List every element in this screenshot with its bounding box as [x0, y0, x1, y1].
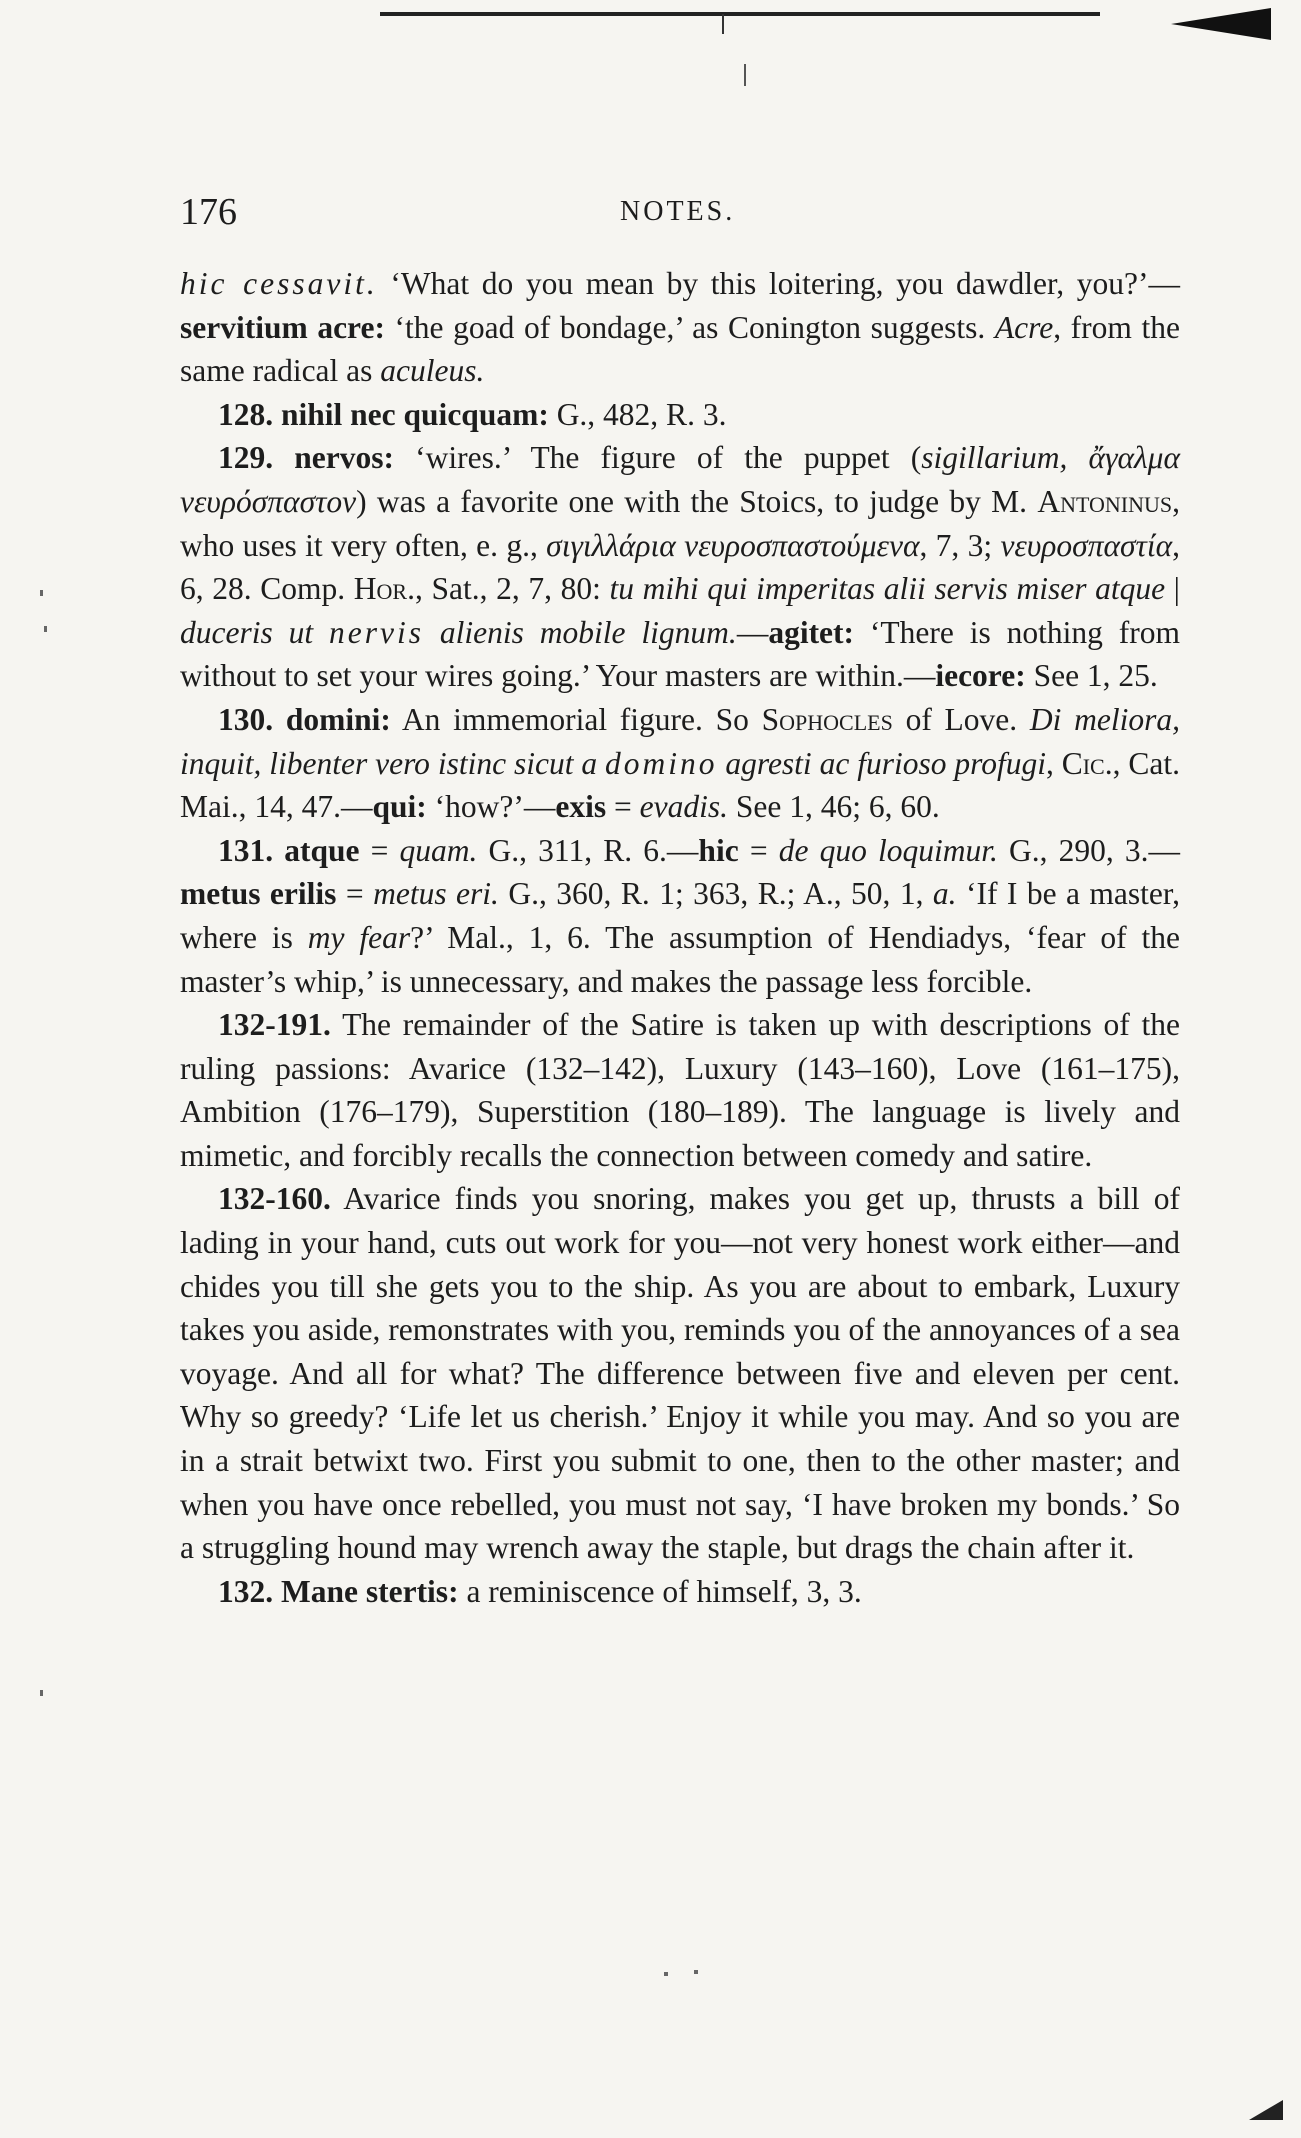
page-edge-corner-mark: [1249, 2100, 1283, 2120]
note-paragraph: [180, 393, 1180, 437]
text-run: 128. nihil nec quicquam:: [218, 396, 549, 432]
text-run: domino: [604, 745, 718, 781]
text-run: servitium acre:: [180, 309, 385, 345]
margin-speck: [694, 1970, 698, 1974]
running-head: NOTES.: [620, 196, 736, 227]
page-edge-arrow-mark: [1171, 8, 1271, 40]
text-run: =: [359, 832, 400, 868]
note-paragraph: [180, 698, 1180, 829]
text-run: my fear: [307, 919, 411, 955]
text-run: G., 311, R. 6.—: [477, 832, 699, 868]
note-paragraph: [180, 1177, 1180, 1569]
text-run: duceris ut: [180, 614, 330, 650]
text-run: —: [736, 614, 769, 650]
text-run: , from the same radical as: [180, 309, 1180, 389]
text-run: metus eri.: [373, 876, 499, 912]
text-run: hic cessavit.: [180, 266, 378, 301]
text-run: See 1, 25.: [1025, 658, 1158, 694]
scan-tick-mark: [744, 64, 746, 86]
page-header: [180, 190, 1180, 238]
text-run: Sophocles: [761, 701, 893, 737]
text-run: aculeus.: [380, 353, 485, 389]
top-rule: [380, 12, 1100, 16]
text-run: de quo loquimur.: [778, 832, 998, 868]
text-run: Cic.: [1061, 745, 1113, 781]
text-run: An immemorial figure. So: [390, 701, 762, 737]
notes-body: [180, 262, 1180, 1613]
text-run: ‘What do you mean by this loitering, you dawdler, you?’—: [377, 266, 1180, 301]
text-run: ) was a favorite one with the Stoics, to judge by M.: [356, 483, 1038, 519]
text-run: G., 290, 3.—: [997, 832, 1181, 868]
text-run: νευροσπαστία: [1000, 527, 1173, 563]
text-run: , Sat., 2, 7, 80:: [414, 571, 610, 607]
text-run: |: [1165, 571, 1180, 607]
text-run: The remainder of the Satire is taken up with descriptions of the ruling passions: Avarice (132–142), Luxury (143–160), Love (161–175), Ambition (176–179), Superstition (180–189). The language is lively and mimetic, and forcibly recalls the connection between comedy and satire.: [180, 1007, 1180, 1173]
text-run: nervis: [329, 614, 425, 650]
note-paragraph: [180, 1003, 1180, 1177]
text-run: alienis mobile lignum.: [424, 614, 737, 650]
text-run: Acre: [994, 309, 1054, 345]
text-run: ‘the goad of bondage,’ as Conington suggests.: [384, 309, 995, 345]
text-run: 129. nervos:: [218, 440, 394, 476]
text-run: 131. atque: [218, 832, 360, 868]
text-run: , 7, 3;: [919, 527, 1001, 563]
text-run: qui:: [372, 789, 427, 825]
text-run: ?’ Mal., 1, 6. The assumption of Hendiadys, ‘fear of the master’s whip,’ is unnecessary, and makes the passage less forcible.: [180, 919, 1180, 999]
margin-speck: [40, 590, 43, 596]
text-run: 132-160.: [218, 1181, 331, 1217]
margin-speck: [44, 626, 47, 632]
note-paragraph: [180, 436, 1180, 698]
text-run: of Love.: [892, 701, 1030, 737]
text-run: exis: [555, 789, 607, 825]
note-paragraph: [180, 829, 1180, 1003]
text-run: ,: [1045, 745, 1062, 781]
text-run: a reminiscence of himself, 3, 3.: [458, 1573, 862, 1609]
margin-speck: [664, 1972, 668, 1976]
text-run: ‘If I be a master, where is: [180, 876, 1181, 955]
margin-speck: [40, 1690, 43, 1696]
text-run: ‘There is nothing from without to set your wires going.’ Your masters are within.—: [180, 614, 1181, 694]
text-run: , who uses it very often, e. g.,: [180, 483, 1180, 563]
text-run: G., 482, R. 3.: [548, 396, 727, 432]
text-run: metus erilis: [180, 876, 337, 912]
text-run: hic: [698, 832, 739, 868]
text-run: Antoninus: [1037, 483, 1173, 519]
text-run: Avarice finds you snoring, makes you get up, thrusts a bill of lading in your hand, cuts out work for you—not very honest work either—and chides you till she gets you to the ship. As you are about to embark, Luxury takes you aside, remonstrates with you, reminds you of the annoyances of a sea voyage. And all for what? The difference between five and eleven per cent. Why so greedy? ‘Life let us cherish.’ Enjoy it while you may. And so you are in a strait betwixt two. First you submit to one, then to the other master; and when you have once rebelled, you must not say, ‘I have broken my bonds.’ So a struggling hound may wrench away the staple, but drags the chain after it.: [180, 1181, 1180, 1566]
text-run: See 1, 46; 6, 60.: [728, 789, 940, 825]
text-run: tu mihi qui imperitas alii servis miser atque: [609, 571, 1166, 607]
text-run: 132. Mane stertis:: [218, 1573, 459, 1609]
note-paragraph: [180, 262, 1180, 393]
text-run: G., 360, R. 1; 363, R.; A., 50, 1,: [498, 876, 933, 912]
page-number: 176: [180, 191, 237, 233]
text-run: agresti ac furioso profugi: [717, 745, 1046, 781]
text-run: 130. domini:: [218, 701, 391, 737]
text-run: Hor.: [353, 571, 415, 607]
text-run: Di meliora, inquit, libenter vero istinc sicut a: [180, 701, 1180, 781]
note-paragraph: [180, 1570, 1180, 1614]
top-rule-tick: [722, 14, 724, 34]
text-run: sigillarium, ἄγαλμα νευρόσπαστον: [180, 440, 1181, 519]
text-run: 132-191.: [218, 1007, 331, 1043]
text-run: a.: [932, 876, 957, 912]
text-run: =: [336, 876, 374, 912]
text-run: , Cat. Mai., 14, 47.—: [180, 745, 1180, 825]
text-run: iecore:: [935, 658, 1026, 694]
text-run: quam.: [399, 832, 478, 868]
text-run: agitet:: [768, 614, 855, 650]
text-run: =: [738, 832, 779, 868]
text-run: ‘wires.’ The figure of the puppet (: [394, 440, 922, 476]
text-run: σιγιλλάρια νευροσπαστούμενα: [546, 527, 920, 563]
text-run: evadis.: [639, 789, 728, 825]
text-run: , 6, 28. Comp.: [180, 527, 1180, 607]
text-run: =: [606, 789, 640, 825]
text-run: ‘how?’—: [426, 789, 556, 825]
